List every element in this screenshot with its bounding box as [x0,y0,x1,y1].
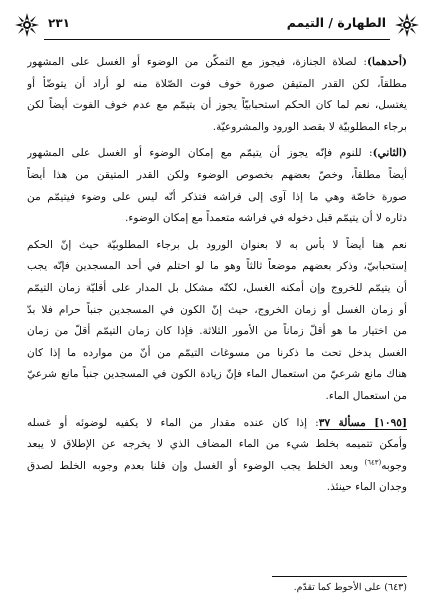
page-number: ٢٣١ [48,16,70,30]
text-line: دثاره لا أن يتيمّم قبل دخوله في فراشه متعمداً مع إمكان الوضوء. [125,212,407,225]
text-line: هناك مانع شرعيّ من استعمال الماء فإنّ زيادة الكون في المسجدين جنباً مانع شرعيّ [27,368,407,381]
text-line: صورة خاصّة وهي ما إذا آوى إلى فراشه فتذكر أنّه ليس على وضوء فيتيمّم من [27,190,407,203]
line-text: : للنوم فإنّه يجوز أن يتيمّم مع إمكان الوضوء أو الغسل على المشهور [27,147,373,160]
text-line: وجدان الماء حينئذ. [326,481,407,494]
footnote: (٦٤٣) على الأحوط كما تقدّم. [293,582,407,593]
text-line: من اختيار ما هو أقلّ زماناً من الأمور الثلاثة. فإذا كان زمان التيمّم أقلّ من زمان [27,325,407,338]
line-text: وجوبه [381,459,407,472]
text-line: من استعمال الماء. [325,389,407,402]
text-line [27,52,407,74]
text-line [27,456,407,478]
text-line: برجاء المطلوبيّة لا بقصد الورود والمشروعيّة. [212,120,407,133]
ornament-icon [394,12,420,38]
text-line: أن يتيمّم للخروج وإن أمكنه الغسل، لكنّه مشكل بل المدار على أقليّة زمان التيمّم [27,281,407,294]
ornament-icon [14,12,40,38]
main-text [27,52,407,499]
text-line: وأمكن تتميمه بخلط شيء من الماء المضاف الذي لا يخرجه عن الإطلاق لا يبعد [27,438,407,451]
footnote-divider [272,576,407,577]
text-line: أيضاً مطلقاً، وخصّ بعضهم بخصوص الوضوء ولكن القدر المتيقن من هذا أيضاً [27,168,407,181]
line-text: وبعد الخلط يجب الوضوء أو الغسل وإن قلنا بعدم وجوبه الخلط لصدق [27,459,365,472]
text-line: يغتسل، نعم لما كان الحكم استحبابيّاً يجوز أن يتيمّم مع عدم خوف الفوت أيضاً لكن [27,99,407,112]
section-label: (الثاني) [372,147,407,160]
text-line: مطلقاً، لكن القدر المتيقن صورة خوف فوت الصّلاة منه لو أراد أن يتوضّأ أو [27,77,407,90]
line-text: : لصلاة الجنازة، فيجوز مع التمكّن من الوضوء أو الغسل على المشهور [27,56,367,68]
header-title: الطهارة / التيمم [286,15,386,30]
text-line: أو زمان الغسل أو زمان الخروج، حيث إنّ الكون في المسجدين جنباً حرام فلا بدّ [27,303,407,316]
page-header [14,12,420,40]
header-divider [44,39,390,40]
text-line [27,413,407,435]
text-line [27,143,407,165]
section-label: (أحدهما) [366,56,407,68]
text-line: الغسل يدخل تحت ما ذكرنا من مسوغات التيمّم من أنّ من موارده ما إذا كان [27,346,407,359]
line-text: : إذا كان عنده مقدار من الماء لا يكفيه لوضوئه أو غسله [27,416,319,429]
text-line: نعم هنا أيضاً لا بأس به لا بعنوان الورود بل برجاء المطلوبيّة حيث إنّ الحكم [27,238,407,251]
issue-label: [١٠٩٥] مسألة ٣٧ [318,416,407,429]
text-line: إستحبابيّ، وذكر بعضهم موضعاً ثالثاً وهو ما لو احتلم في أحد المسجدين فإنّه يجب [27,260,407,273]
footnote-marker[interactable]: (٦٤٣) [364,458,382,467]
